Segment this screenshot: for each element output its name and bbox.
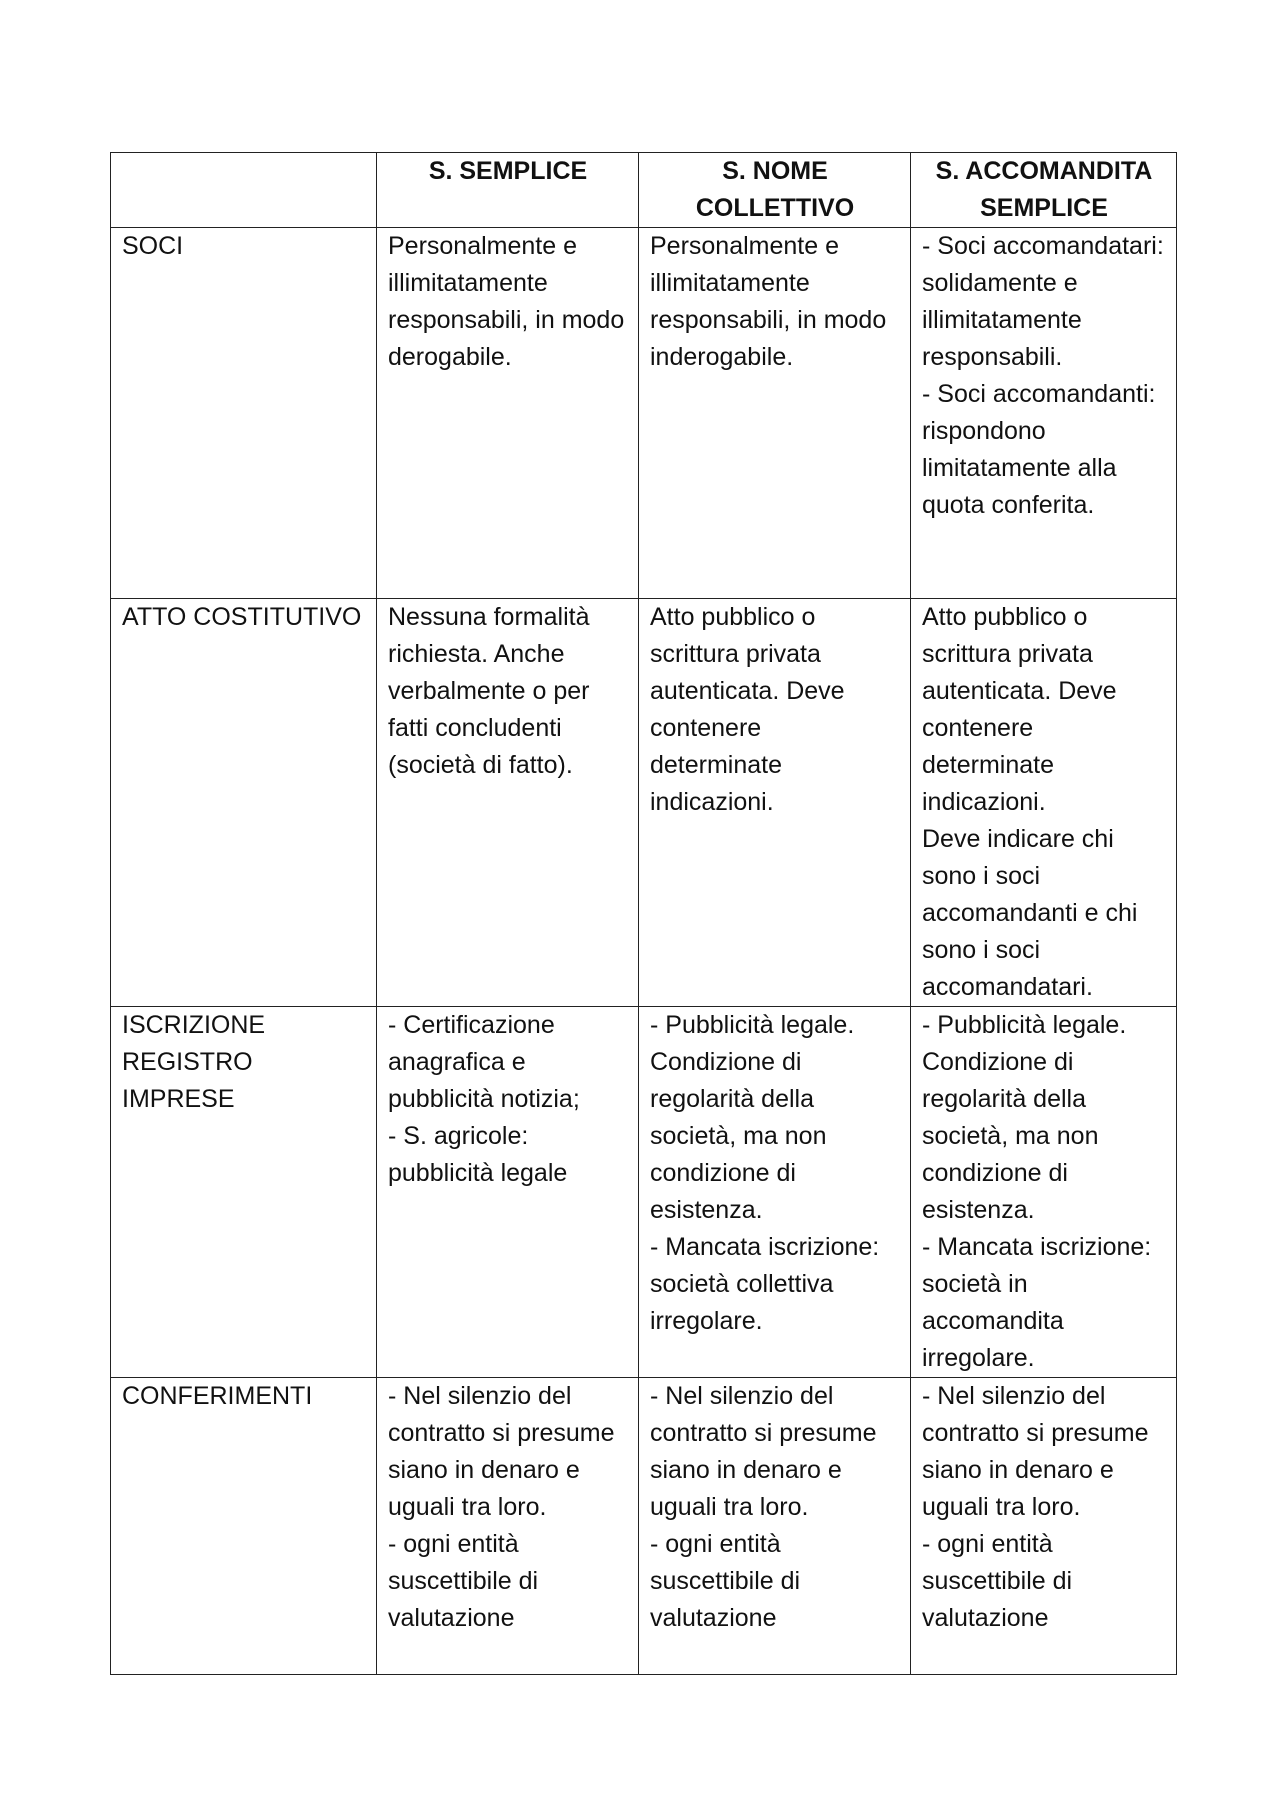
- cell-text: - Certificazione anagrafica e pubblicità notizia;: [388, 1011, 580, 1113]
- header-accomandita-semplice: S. ACCOMANDITA SEMPLICE: [911, 153, 1177, 228]
- cell-semplice: [377, 599, 639, 1007]
- cell-text: - S. agricole: pubblicità legale: [388, 1122, 568, 1187]
- cell-text: - Nel silenzio del contratto si presume siano in denaro e uguali tra loro.: [922, 1382, 1149, 1521]
- row-label-soci: SOCI: [111, 228, 377, 599]
- cell-collettivo: [639, 1378, 911, 1675]
- table-row: [111, 1378, 1177, 1675]
- cell-text: - Pubblicità legale. Condizione di regolarità della società, ma non condizione di esistenza.: [650, 1011, 855, 1224]
- table-row: [111, 1007, 1177, 1378]
- cell-accomandita: [911, 228, 1177, 599]
- cell-text: - ogni entità suscettibile di valutazione: [388, 1530, 539, 1632]
- cell-text: - Mancata iscrizione: società in accomandita irregolare.: [922, 1233, 1152, 1372]
- cell-semplice: [377, 228, 639, 599]
- cell-text: - Mancata iscrizione: società collettiva irregolare.: [650, 1233, 880, 1335]
- header-nome-collettivo: S. NOME COLLETTIVO: [639, 153, 911, 228]
- header-semplice: S. SEMPLICE: [377, 153, 639, 228]
- cell-text: - Soci accomandatari: solidamente e illimitatamente responsabili.: [922, 232, 1164, 371]
- table-row: [111, 599, 1177, 1007]
- row-label-iscrizione-registro-imprese: ISCRIZIONE REGISTRO IMPRESE: [111, 1007, 377, 1378]
- table-row: [111, 228, 1177, 599]
- cell-text: Nessuna formalità richiesta. Anche verbalmente o per fatti concludenti (società di fatto).: [388, 603, 590, 779]
- cell-text: Personalmente e illimitatamente responsabili, in modo inderogabile.: [650, 232, 887, 371]
- cell-text: - Pubblicità legale. Condizione di regolarità della società, ma non condizione di esistenza.: [922, 1011, 1127, 1224]
- row-label-conferimenti: CONFERIMENTI: [111, 1378, 377, 1675]
- cell-collettivo: [639, 599, 911, 1007]
- cell-text: - ogni entità suscettibile di valutazione: [650, 1530, 801, 1632]
- cell-text: - Nel silenzio del contratto si presume siano in denaro e uguali tra loro.: [650, 1382, 877, 1521]
- cell-text: - Nel silenzio del contratto si presume siano in denaro e uguali tra loro.: [388, 1382, 615, 1521]
- header-row: [111, 153, 1177, 228]
- cell-accomandita: [911, 599, 1177, 1007]
- cell-text: Atto pubblico o scrittura privata autenticata. Deve contenere determinate indicazioni.: [650, 603, 845, 816]
- cell-collettivo: [639, 1007, 911, 1378]
- cell-text: Deve indicare chi sono i soci accomandanti e chi sono i soci accomandatari.: [922, 825, 1138, 1001]
- cell-text: - Soci accomandanti: rispondono limitatamente alla quota conferita.: [922, 380, 1156, 519]
- cell-collettivo: [639, 228, 911, 599]
- row-label-atto-costitutivo: ATTO COSTITUTIVO: [111, 599, 377, 1007]
- cell-text: Atto pubblico o scrittura privata autenticata. Deve contenere determinate indicazioni.: [922, 603, 1117, 816]
- cell-semplice: [377, 1378, 639, 1675]
- header-empty-cell: [111, 153, 377, 228]
- cell-semplice: [377, 1007, 639, 1378]
- cell-text: Personalmente e illimitatamente responsabili, in modo derogabile.: [388, 232, 625, 371]
- comparison-table: [110, 152, 1177, 1675]
- cell-accomandita: [911, 1378, 1177, 1675]
- cell-text: - ogni entità suscettibile di valutazione: [922, 1530, 1073, 1632]
- cell-accomandita: [911, 1007, 1177, 1378]
